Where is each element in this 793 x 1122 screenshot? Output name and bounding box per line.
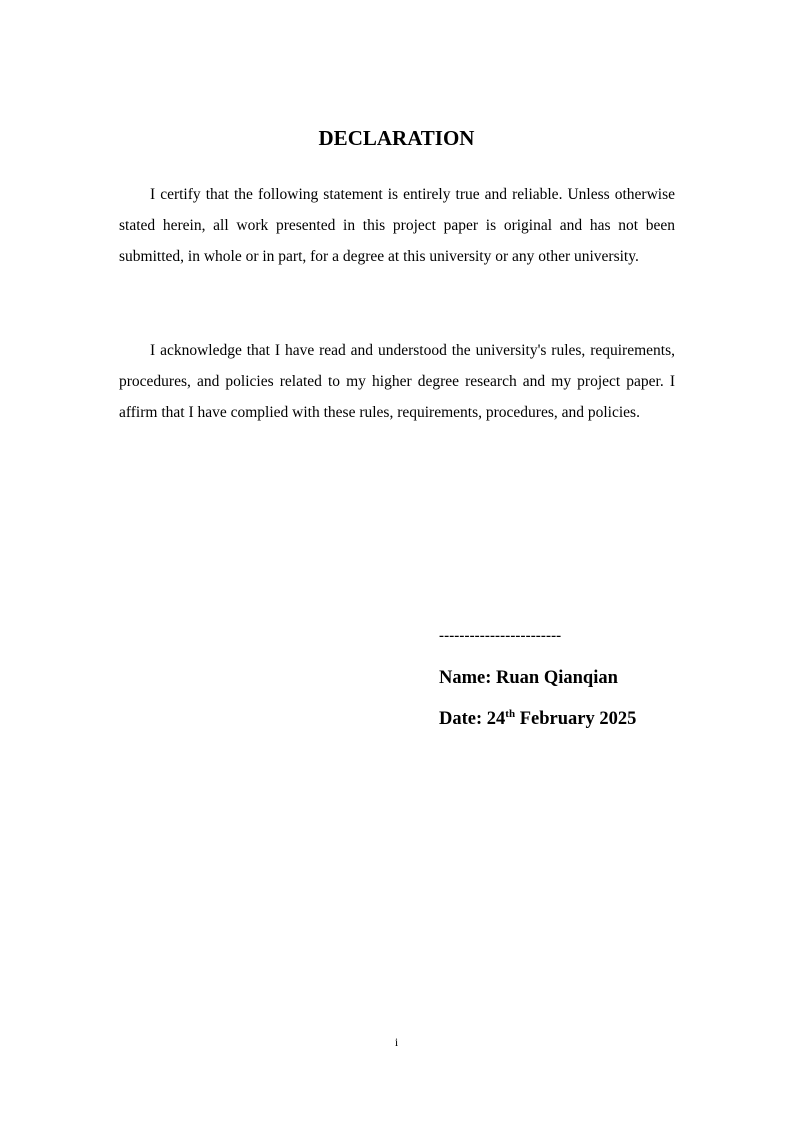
signature-date [439, 707, 769, 731]
date-suffix: February 2025 [515, 709, 637, 729]
date-prefix: Date: 24 [439, 709, 506, 729]
signature-line: ------------------------ [439, 628, 562, 644]
signatory-name: Name: Ruan Qianqian [439, 668, 618, 688]
page-number: i [394, 1035, 399, 1049]
certification-paragraph: I certify that the following statement is entirely true and reliable. Unless otherwise stated herein, all work presented in this project paper is original and has not been submitted, in whole or in part, for a degree at this university or any other university. [119, 186, 675, 265]
page-title: DECLARATION [318, 126, 475, 150]
acknowledgement-paragraph: I acknowledge that I have read and understood the university's rules, requirements, procedures, and policies related to my higher degree research and my project paper. I affirm that I have complied with these rules, requirements, procedures, and policies. [119, 342, 675, 421]
date-ordinal-suffix: th [505, 708, 516, 720]
signature-block [439, 624, 769, 731]
